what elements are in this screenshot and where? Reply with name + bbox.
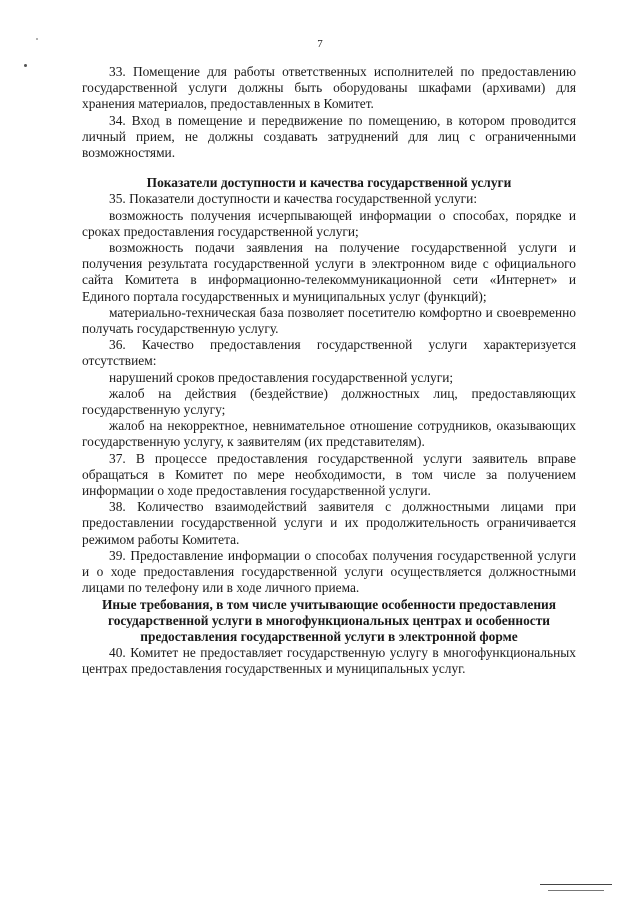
list-item: жалоб на действия (бездействие) должностных лиц, предоставляющих государственную услугу; bbox=[82, 385, 576, 418]
section-heading-accessibility: Показатели доступности и качества государственной услуги bbox=[146, 175, 512, 191]
footer-rule bbox=[548, 890, 604, 891]
list-item: возможность подачи заявления на получение государственной услуги и получения результата государственной услуги в электронном виде с официального сайта Комитета в информационно-телекоммуникационной сети «Интернет» и Единого портала государственных и муниципальных услуг (функций); bbox=[82, 240, 576, 304]
scan-artifact bbox=[24, 64, 27, 67]
paragraph-33: 33. Помещение для работы ответственных исполнителей по предоставлению государственной услуги должны быть оборудованы шкафами (архивами) для хранения материалов, предоставленных в Комитет. bbox=[82, 64, 576, 112]
paragraph-34: 34. Вход в помещение и передвижение по помещению, в котором проводится личный прием, не должны создавать затруднений для лиц с ограниченными возможностями. bbox=[82, 112, 576, 161]
list-item: возможность получения исчерпывающей информации о способах, порядке и сроках предоставления государственной услуги; bbox=[82, 207, 576, 239]
paragraph-36: 36. Качество предоставления государственной услуги характеризуется отсутствием: bbox=[82, 337, 576, 369]
list-item: нарушений сроков предоставления государственной услуги; bbox=[109, 369, 454, 385]
document-body bbox=[82, 64, 576, 678]
footer-rule bbox=[540, 884, 612, 885]
paragraph-39: 39. Предоставление информации о способах получения государственной услуги и о ходе предоставления государственной услуги осуществляется должностными лицами по телефону или в ходе личного приема. bbox=[82, 547, 576, 596]
section-heading-other-requirements: Иные требования, в том числе учитывающие особенности предоставления государственной услуги в многофункциональных центрах и особенности предоставления государственной услуги в электронной форме bbox=[101, 596, 557, 644]
paragraph-38: 38. Количество взаимодействий заявителя с должностными лицами при предоставлении государственной услуги и их продолжительность ограничивается режимом работы Комитета. bbox=[82, 499, 576, 547]
paragraph-37: 37. В процессе предоставления государственной услуги заявитель вправе обращаться в Комитет по мере необходимости, в том числе за получением информации о ходе предоставления государственной услуги. bbox=[82, 450, 576, 499]
paragraph-40: 40. Комитет не предоставляет государственную услугу в многофункциональных центрах предоставления государственных и муниципальных услуг. bbox=[82, 645, 576, 677]
paragraph-35: 35. Показатели доступности и качества государственной услуги: bbox=[109, 191, 478, 207]
page-number: 7 bbox=[317, 38, 323, 50]
list-item: материально-техническая база позволяет посетителю комфортно и своевременно получать государственную услугу. bbox=[82, 304, 576, 337]
list-item: жалоб на некорректное, невнимательное отношение сотрудников, оказывающих государственную услугу, к заявителям (их представителям). bbox=[82, 418, 576, 450]
